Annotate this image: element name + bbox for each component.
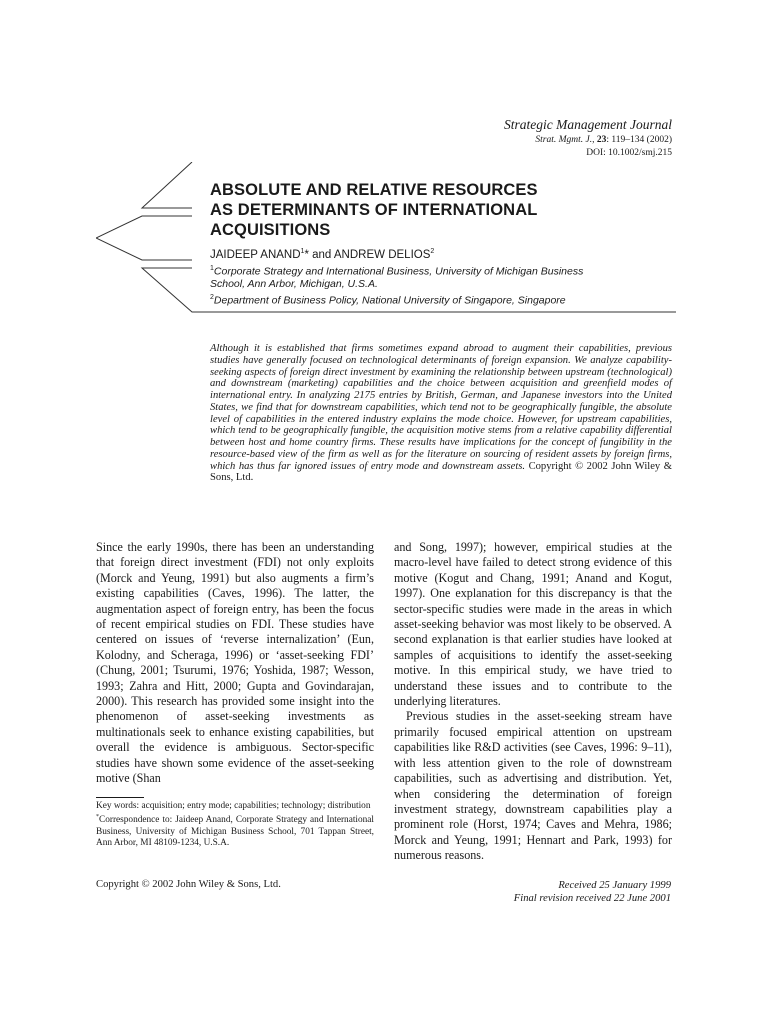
correspondence-note — [96, 812, 374, 849]
affiliation-1 — [210, 262, 680, 292]
author-2-affil-mark: 2 — [430, 248, 435, 255]
affiliation-1-mark: 1 — [210, 264, 214, 272]
correspondence-text: Correspondence to: Jaideep Anand, Corporate Strategy and International Business, University of Michigan Business School, 701 Tappan Street, Ann Arbor, MI 48109-1234, U.S.A. — [96, 815, 374, 848]
affiliation-2-text: Department of Business Policy, National University of Singapore, Singapore — [213, 294, 566, 307]
author-conjunction: and — [308, 248, 334, 261]
author-1: JAIDEEP ANAND — [210, 248, 301, 261]
received-dates — [514, 879, 671, 905]
keywords: Key words: acquisition; entry mode; capabilities; technology; distribution — [96, 801, 371, 811]
affiliation-1-line-1: Corporate Strategy and International Business, University of Michigan Business — [213, 265, 584, 278]
corresponding-mark: * — [304, 248, 309, 261]
title-line-3: ACQUISITIONS — [210, 221, 331, 239]
title-line-2: AS DETERMINANTS OF INTERNATIONAL — [210, 201, 538, 219]
abstract-text: Although it is established that firms sometimes expand abroad to augment their capabilities, previous studies have generally focused on technological determinants of foreign expansion. We analyze capability-seeking aspects of foreign direct investment by examining the relationship between upstream (technological) and downstream (marketing) capabilities and the choice between acquisition and greenfield modes of international entry. In analyzing 2175 entries by British, German, and Japanese investors into the United States, we find that for downstream capabilities, which tend not to be geographically fungible, the absolute level of capabilities in the entered industry explains the mode choice. However, for upstream capabilities, which tend to be geographically fungible, the acquisition motive stems from a relative capability differential between host and home country firms. These results have implications for the concept of fungibility in the resource-based view of the firm as well as for the literature on sourcing of resident assets by foreign firms, which has thus far ignored issues of entry mode and downstream assets. — [210, 343, 672, 472]
journal-citation: Strat. Mgmt. J., 23: 119–134 (2002) — [535, 135, 672, 145]
citation-prefix: Strat. Mgmt. J. — [535, 135, 593, 145]
body-column-right — [394, 540, 672, 864]
author-list — [210, 245, 680, 262]
abstract — [210, 343, 672, 484]
received-date: Received 25 January 1999 — [558, 880, 671, 891]
body-paragraph-1: Since the early 1990s, there has been an understanding that foreign direct investment (FDI) not only exploits (Morck and Yeung, 1991) but also augments a firm’s existing capabilities (Caves, 1996). The latter, the augmentation aspect of foreign entry, has been the focus of recent empirical studies on FDI. These studies have centered on issues of ‘reverse internalization’ (Eun, Kolodny, and Scheraga, 1996) or ‘asset-seeking FDI’ (Chung, 2001; Tsurumi, 1976; Yoshida, 1987; Wesson, 1993; Zahra and Hitt, 2000; Gupta and Govindarajan, 2000). This research has provided some insight into the phenomenon of asset-seeking investments as multinationals seek to enhance existing capabilities, but overall the evidence is ambiguous. Sector-specific studies have shown some evidence of the asset-seeking motive (Shan — [96, 540, 374, 786]
affiliation-2-mark: 2 — [210, 294, 214, 302]
affiliation-1-line-2: School, Ann Arbor, Michigan, U.S.A. — [210, 278, 378, 291]
author-1-affil-mark: 1 — [300, 248, 305, 255]
body-paragraph-2: and Song, 1997); however, empirical studies at the macro-level have failed to detect strong evidence of this motive (Kogut and Chang, 1991; Anand and Kogut, 1997). One explanation for this discrepancy is that the sector-specific studies were made in the areas in which asset-seeking behavior was most likely to be observed. A second explanation is that earlier studies have looked at samples of acquisitions to identify the asset-seeking motive. In this empirical study, we have tried to understand these issues and to contribute to the underlying literatures. — [394, 540, 672, 709]
author-2: ANDREW DELIOS — [333, 248, 431, 261]
citation-volume: 23 — [596, 135, 607, 145]
final-revision-date: Final revision received 22 June 2001 — [513, 893, 671, 904]
chevron-line-1 — [142, 162, 192, 208]
journal-name: Strategic Management Journal — [504, 117, 672, 132]
footer-copyright: Copyright © 2002 John Wiley & Sons, Ltd. — [96, 879, 281, 890]
citation-pages: : 119–134 (2002) — [606, 135, 672, 145]
footnote-rule — [96, 797, 144, 798]
journal-doi: DOI: 10.1002/smj.215 — [586, 148, 672, 158]
title-block — [210, 180, 680, 308]
body-column-left — [96, 540, 374, 787]
affiliation-2 — [210, 291, 680, 308]
chevron-line-2 — [96, 216, 192, 260]
footnotes — [96, 801, 374, 849]
title-line-1: ABSOLUTE AND RELATIVE RESOURCES — [210, 181, 538, 199]
body-paragraph-3: Previous studies in the asset-seeking stream have primarily focused empirical attention on upstream capabilities like R&D activities (see Caves, 1996: 9–11), with less attention given to the role of downstream capabilities, such as advertising and distribution. Yet, when considering the determination of foreign investment strategy, downstream capabilities play a prominent role (Horst, 1974; Caves and Mehra, 1986; Morck and Yeung, 1991; Hennart and Park, 1993) for numerous reasons. — [394, 709, 672, 863]
article-title — [210, 180, 680, 240]
abstract-copyright: Copyright © 2002 John Wiley & Sons, Ltd. — [210, 460, 672, 484]
correspondence-mark: * — [96, 814, 99, 821]
journal-header — [504, 116, 672, 160]
